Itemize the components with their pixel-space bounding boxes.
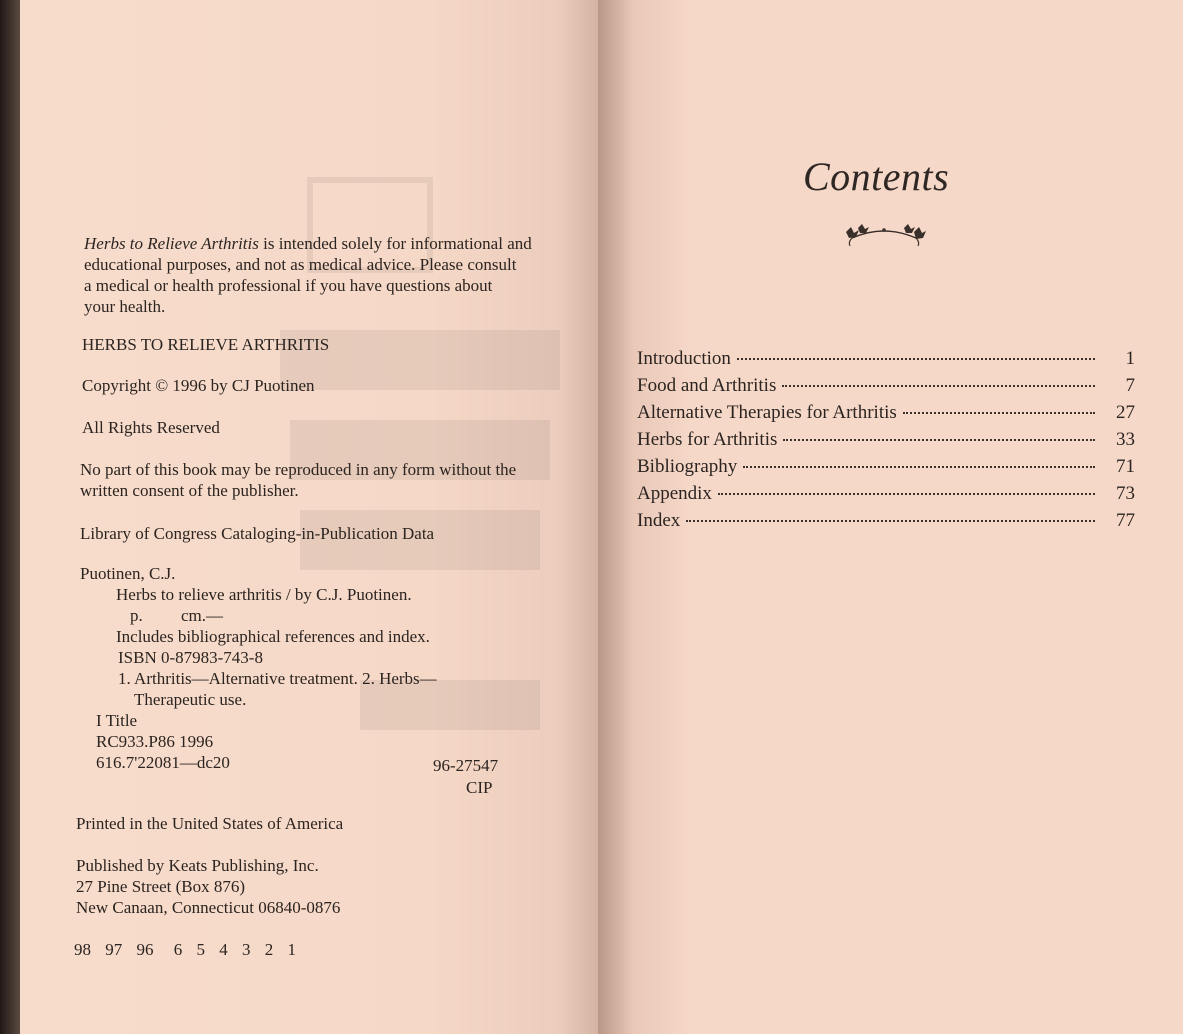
catalog-bibliography: Includes bibliographical references and index. xyxy=(116,627,430,646)
toc-page-number: 33 xyxy=(1116,429,1135,450)
toc-row xyxy=(637,375,1135,402)
catalog-subjects-2: Therapeutic use. xyxy=(134,690,247,709)
toc-label: Alternative Therapies for Arthritis xyxy=(637,402,897,423)
catalog-dewey: 616.7'22081—dc20 xyxy=(96,753,230,772)
toc-row xyxy=(637,348,1135,375)
book-edge-shadow xyxy=(0,0,20,1034)
catalog-lccn: 96-27547 xyxy=(433,756,499,775)
toc-page-number: 73 xyxy=(1116,483,1135,504)
toc-page-number: 1 xyxy=(1125,348,1135,369)
contents-heading: Contents xyxy=(803,154,950,199)
printing-numbers: 6 5 4 3 2 1 xyxy=(173,940,296,959)
reproduction-notice xyxy=(80,460,516,502)
catalog-title-entry: I Title xyxy=(96,711,138,730)
toc-page-number: 27 xyxy=(1116,402,1135,423)
cip-heading: Library of Congress Cataloging-in-Publication Data xyxy=(80,524,435,543)
toc-leader xyxy=(737,357,1095,360)
catalog-subjects-1: 1. Arthritis—Alternative treatment. 2. Herbs— xyxy=(118,669,437,688)
disclaimer-line-2: educational purposes, and not as medical advice. Please consult xyxy=(84,255,517,274)
toc-leader xyxy=(743,465,1095,468)
toc-leader xyxy=(903,411,1095,414)
toc-leader xyxy=(718,492,1095,495)
toc-leader xyxy=(782,384,1095,387)
toc-leader xyxy=(686,519,1095,522)
printing-years: 98 97 96 xyxy=(74,940,154,959)
disclaimer-line-4: your health. xyxy=(84,297,166,316)
catalog-cip: CIP xyxy=(466,778,493,797)
toc-row xyxy=(637,429,1135,456)
floral-ornament-icon xyxy=(842,218,926,248)
toc-label: Food and Arthritis xyxy=(637,375,777,396)
toc-label: Bibliography xyxy=(637,456,738,477)
catalog-title-line: Herbs to relieve arthritis / by C.J. Puotinen. xyxy=(116,585,412,604)
toc-label: Introduction xyxy=(637,348,731,369)
catalog-block xyxy=(80,564,437,774)
catalog-isbn: ISBN 0-87983-743-8 xyxy=(118,648,263,667)
toc-page-number: 7 xyxy=(1125,375,1135,396)
toc-row xyxy=(637,510,1135,537)
copyright-line: Copyright © 1996 by CJ Puotinen xyxy=(82,376,315,395)
book-title-caps: HERBS TO RELIEVE ARTHRITIS xyxy=(82,335,330,354)
disclaimer-paragraph xyxy=(84,234,532,318)
publisher-line-1: Published by Keats Publishing, Inc. xyxy=(76,856,319,875)
disclaimer-line-3: a medical or health professional if you have questions about xyxy=(84,276,493,295)
publisher-block xyxy=(76,856,340,919)
toc-label: Appendix xyxy=(637,483,712,504)
table-of-contents xyxy=(637,348,1135,537)
toc-page-number: 77 xyxy=(1116,510,1135,531)
toc-page-number: 71 xyxy=(1116,456,1135,477)
reproduction-line-1: No part of this book may be reproduced in any form without the xyxy=(80,460,517,479)
publisher-line-3: New Canaan, Connecticut 06840-0876 xyxy=(76,898,341,917)
disclaimer-book-title: Herbs to Relieve Arthritis xyxy=(84,234,259,253)
rights-line: All Rights Reserved xyxy=(82,418,220,437)
publisher-line-2: 27 Pine Street (Box 876) xyxy=(76,877,246,896)
toc-row xyxy=(637,402,1135,429)
toc-label: Index xyxy=(637,510,681,531)
toc-label: Herbs for Arthritis xyxy=(637,429,778,450)
catalog-pages-line: p. cm.— xyxy=(130,606,224,625)
catalog-author: Puotinen, C.J. xyxy=(80,564,176,583)
printed-in-line: Printed in the United States of America xyxy=(76,814,344,833)
printing-line xyxy=(74,940,302,960)
reproduction-line-2: written consent of the publisher. xyxy=(80,481,299,500)
toc-row xyxy=(637,456,1135,483)
catalog-call-number: RC933.P86 1996 xyxy=(96,732,214,751)
disclaimer-line-1: is intended solely for informational and xyxy=(263,234,532,253)
toc-row xyxy=(637,483,1135,510)
toc-leader xyxy=(783,438,1095,441)
